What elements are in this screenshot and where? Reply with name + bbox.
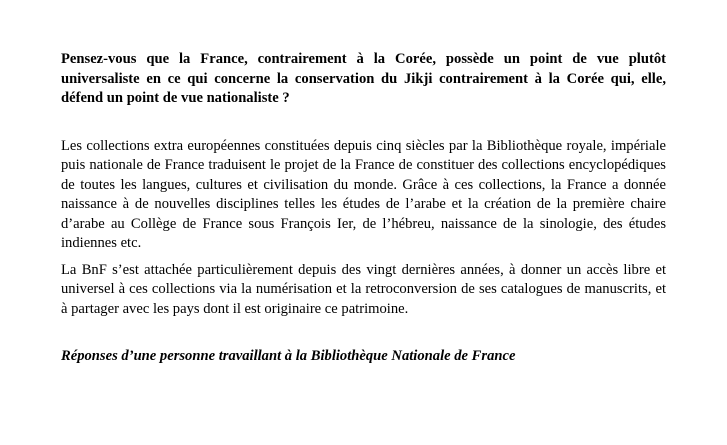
document-page xyxy=(61,50,666,367)
answer-paragraph-2: La BnF s’est attachée particulièrement depuis des vingt dernières années, à donner un accès libre et universel à ces collections via la numérisation et la retroconversion de ses catalogues de manuscrits, et à partager avec les pays dont il est originaire ce patrimoine. xyxy=(61,261,666,317)
interview-question: Pensez-vous que la France, contrairement à la Corée, possède un point de vue plutôt universaliste en ce qui concerne la conservation du Jikji contrairement à la Corée qui, elle, défend un point de vue nationaliste ? xyxy=(61,51,666,106)
answer-paragraph-1: Les collections extra européennes constituées depuis cinq siècles par la Bibliothèque royale, impériale puis nationale de France traduisent le projet de la France de constituer des collections encyclopédiques de toutes les langues, cultures et civilisation du monde. Grâce à ces collections, la France a donnée naissance à de nouvelles disciplines telles les études de l’arabe et la création de la première chaire d’arabe au Collège de France sous François Ier, de l’hébreu, naissance de la sinologie, des études indiennes etc. xyxy=(61,137,666,251)
attribution: Réponses d’une personne travaillant à la Bibliothèque Nationale de France xyxy=(61,348,516,364)
